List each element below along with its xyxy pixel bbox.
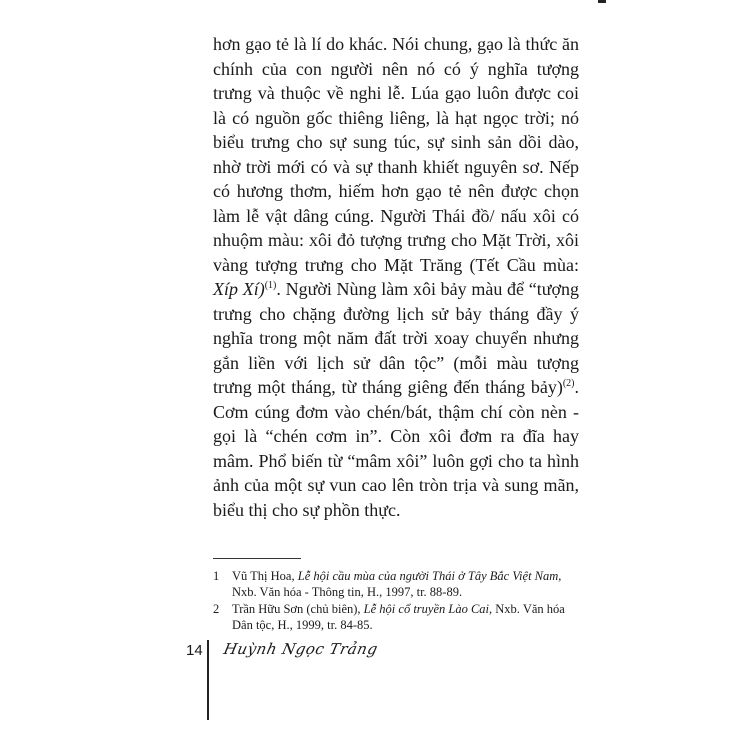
footnote-publisher: , Nxb. Văn hóa - Thông tin, H., 1997, tr. 88-89.	[232, 569, 562, 599]
footer-vertical-line	[207, 640, 209, 720]
footnote-title: Lễ hội cầu mùa của người Thái ở Tây Bắc Việt Nam	[297, 569, 559, 583]
footnote-title: Lễ hội cổ truyền Lào Cai	[363, 602, 490, 616]
scan-edge-shadow	[598, 0, 606, 3]
footnotes	[213, 568, 583, 634]
footnote-publisher: , Nxb. Văn hóa Dân tộc, H., 1999, tr. 84-85.	[232, 602, 565, 632]
footnote-number: 1	[213, 569, 220, 583]
footnote-1	[213, 568, 583, 600]
footnote-author: Vũ Thị Hoa,	[232, 569, 298, 583]
text-run: . Người Nùng làm xôi bảy màu để “tượng trưng cho chặng đường lịch sử bảy tháng đầy ý nghĩa trong một năm đất trời xoay chuyển nhưng gắn liền với lịch sử dân tộc” (mỗi màu tượng trưng một tháng, từ tháng giêng đến tháng bảy)	[213, 279, 579, 397]
footnote-author: Trần Hữu Sơn (chủ biên),	[232, 602, 364, 616]
footnote-ref-2: (2)	[562, 378, 575, 389]
page-number: 14	[186, 642, 203, 659]
footnote-text	[232, 601, 583, 633]
book-page	[186, 32, 586, 720]
footnote-number: 2	[213, 602, 220, 616]
footnote-ref-1: (1)	[264, 280, 277, 291]
author-signature: Huỳnh Ngọc Trảng	[222, 640, 380, 658]
paragraph	[213, 32, 579, 522]
text-run: hơn gạo tẻ là lí do khác. Nói chung, gạo là thức ăn chính của con người nên nó có ý nghĩa tượng trưng và thuộc về nghi lễ. Lúa gạo luôn được coi là có nguồn gốc thiêng liêng, là hạt ngọc trời; nó biểu trưng cho sự sung túc, sự sinh sản dồi dào, nhờ trời mới có và sự thanh khiết nguyên sơ. Nếp có hương thơm, hiếm hơn gạo tẻ nên được chọn làm lễ vật dâng cúng. Người Thái đồ/ nấu xôi có nhuộm màu: xôi đỏ tượng trưng cho Mặt Trời, xôi vàng tượng trưng cho Mặt Trăng (Tết Cầu mùa:	[213, 34, 579, 275]
footnote-text	[232, 568, 583, 600]
page-footer	[186, 640, 586, 720]
body-text	[213, 32, 579, 522]
footnote-divider	[213, 558, 301, 559]
italic-term: Xíp Xí)	[213, 279, 265, 299]
text-run: . Cơm cúng đơm vào chén/bát, thậm chí còn nèn - gọi là “chén cơm in”. Còn xôi đơm ra đĩa hay mâm. Phổ biến từ “mâm xôi” luôn gợi cho ta hình ảnh của một sự vun cao lên tròn trịa và sung mãn, biểu thị cho sự phồn thực.	[213, 377, 579, 520]
footnote-2	[213, 601, 583, 633]
